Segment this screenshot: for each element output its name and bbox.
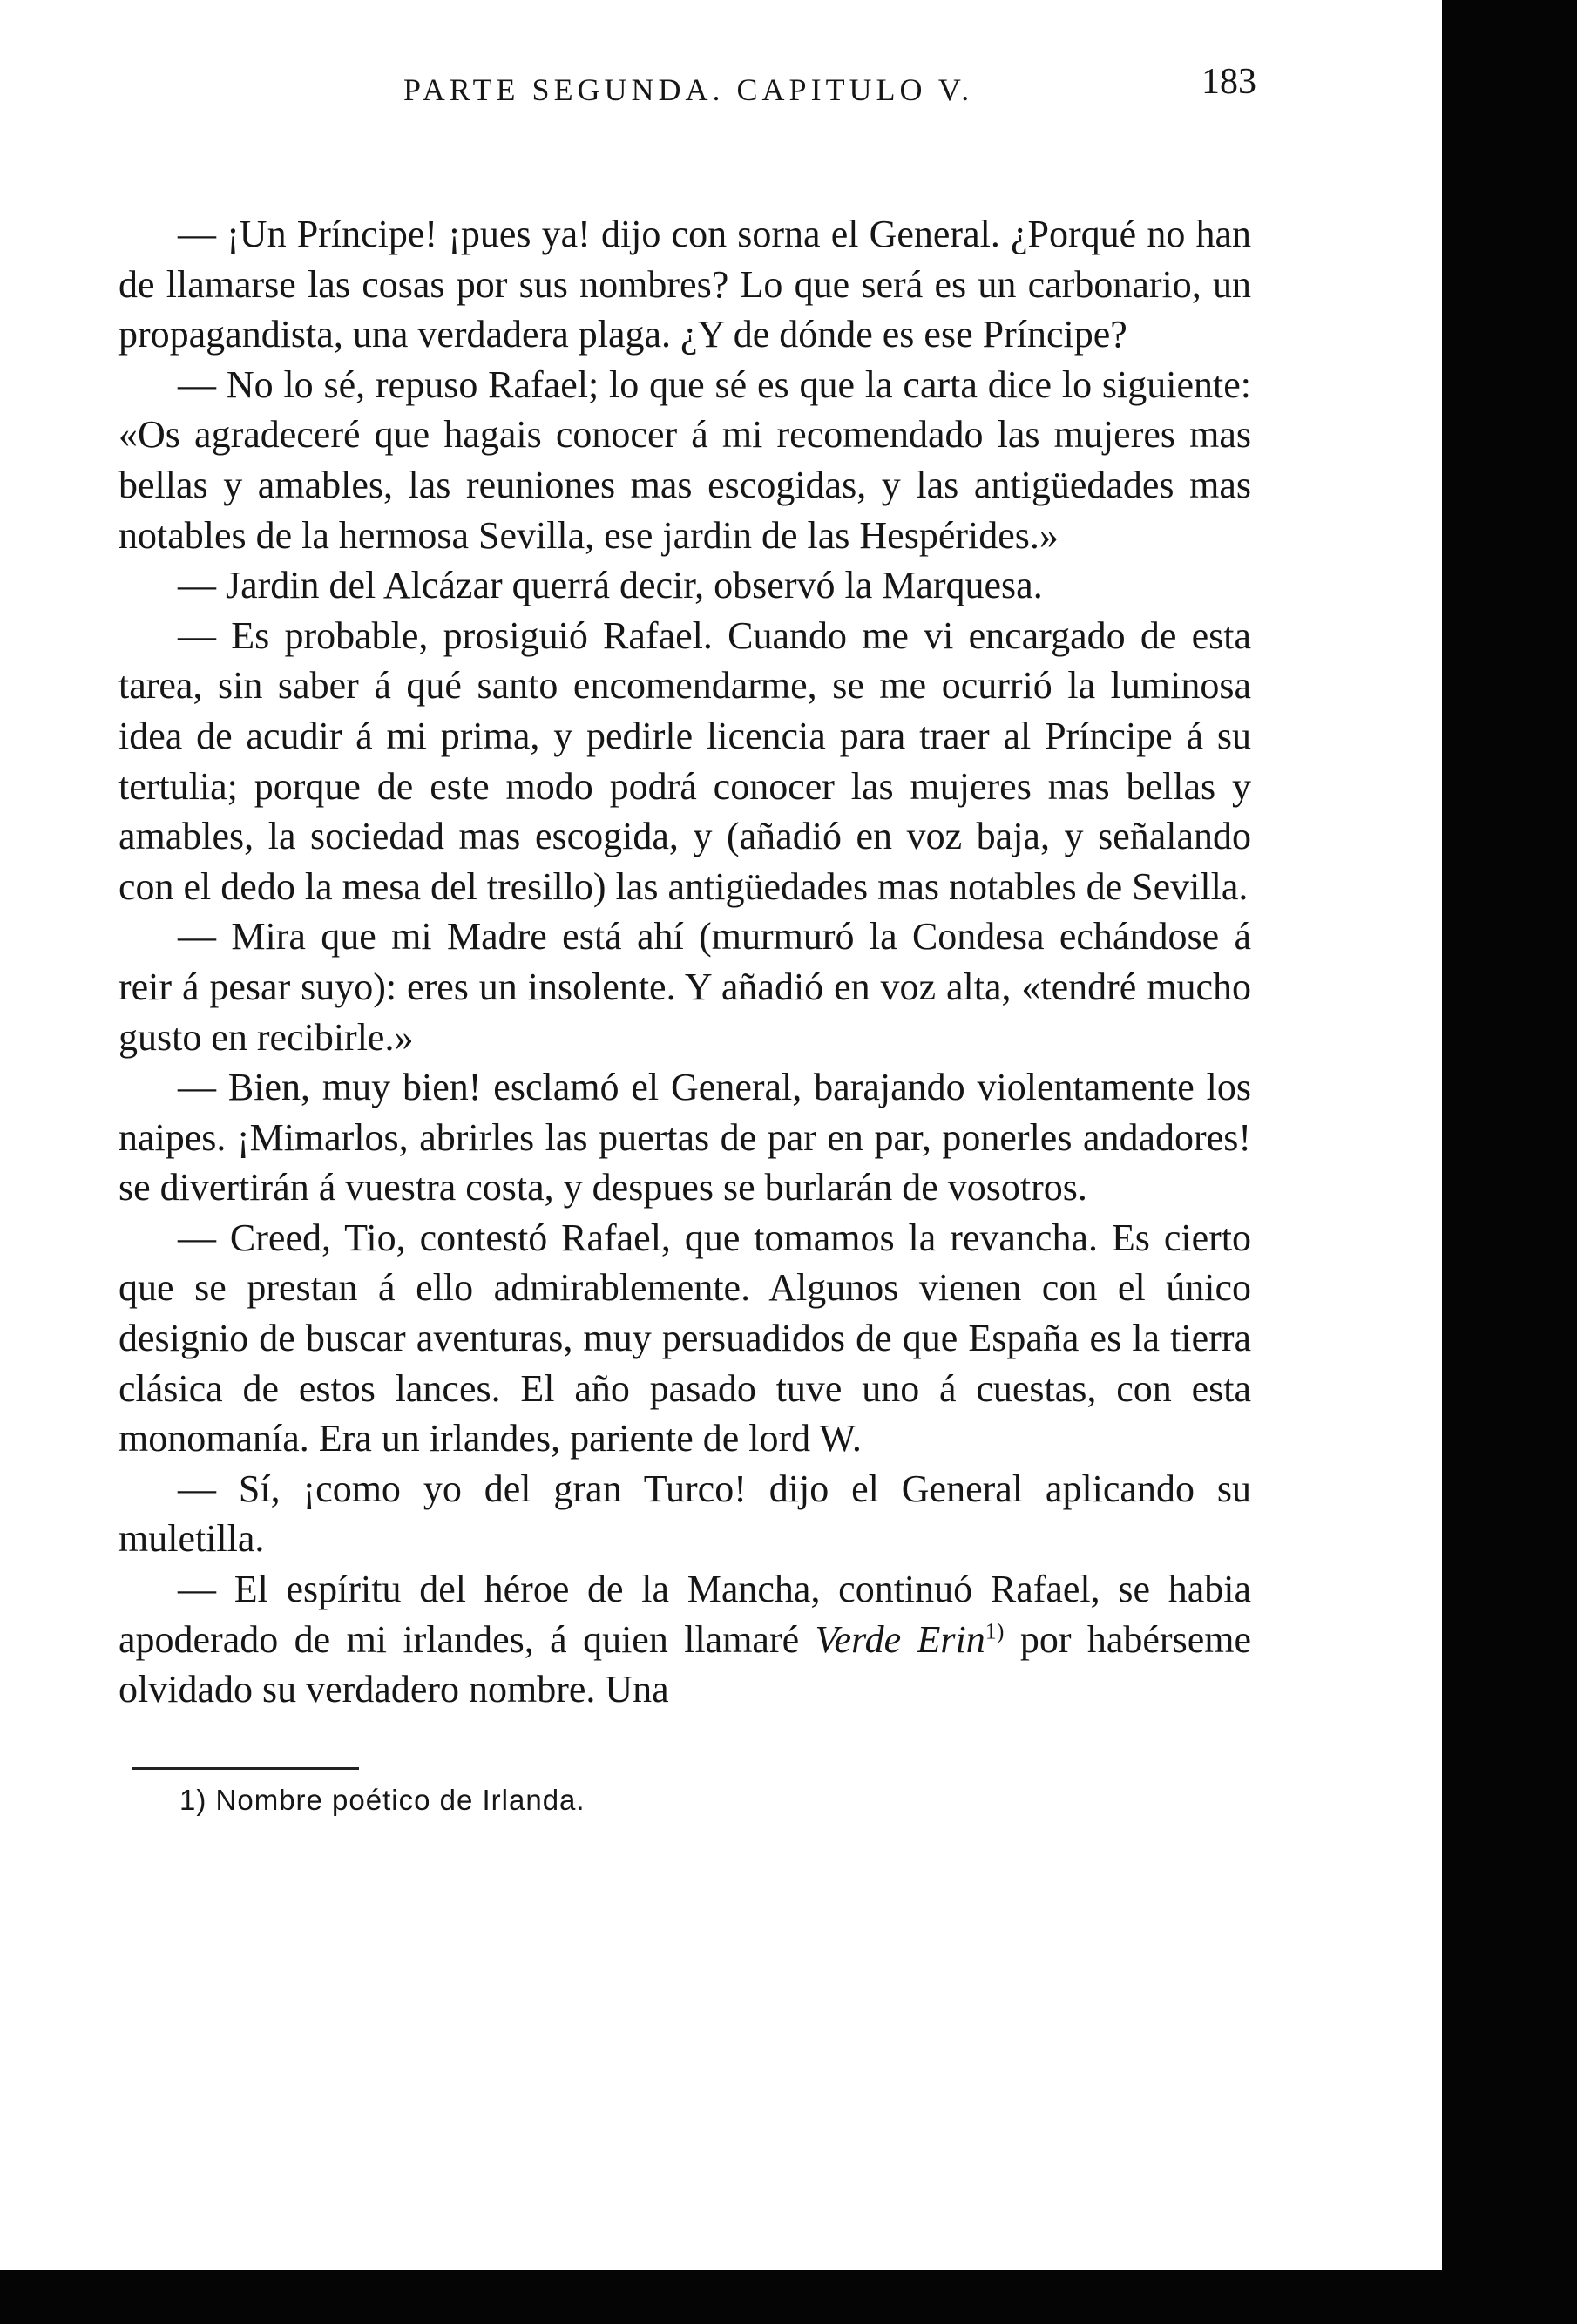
paragraph: — No lo sé, repuso Rafael; lo que sé es que la carta dice lo siguiente: «Os agradeceré que hagais conocer á mi recomendado las mujeres mas bellas y amables, las reuniones mas escogidas, y las antigüedades mas notables de la hermosa Sevilla, ese jardin de las Hespérides.» (118, 362, 1251, 557)
footnote (179, 1784, 1251, 1817)
page-number: 183 (1201, 62, 1256, 102)
footnote-rule (132, 1767, 359, 1770)
running-head (118, 52, 1256, 122)
footnote-reference: 1) (985, 1617, 1005, 1643)
book-page (118, 52, 1256, 1817)
paragraph: — Mira que mi Madre está ahí (murmuró la Condesa echándose á reir á pesar suyo): eres un insolente. Y añadió en voz alta, «tendré mucho gusto en recibirle.» (118, 915, 1251, 1059)
scan-edge-bottom (0, 2270, 1577, 2324)
paragraph-text-before: — El espíritu del héroe de la Mancha, continuó Rafael, se habia apoderado de mi irlandes, á quien llamaré (118, 1568, 1251, 1661)
footnote-text: Nombre poético de Irlanda. (215, 1783, 585, 1816)
paragraph: — Es probable, prosiguió Rafael. Cuando me vi encargado de esta tarea, sin saber á qué santo encomendarme, se me ocurrió la luminosa idea de acudir á mi prima, y pedirle licencia para traer al Príncipe á su tertulia; porque de este modo podrá conocer las mujeres mas bellas y amables, la sociedad mas escogida, y (añadió en voz baja, y señalando con el dedo la mesa del tresillo) las antigüedades mas notables de Sevilla. (118, 613, 1251, 908)
running-title: PARTE SEGUNDA. CAPITULO V. (403, 72, 974, 107)
paragraph: — Bien, muy bien! esclamó el General, barajando violentamente los naipes. ¡Mimarlos, abrirles las puertas de par en par, ponerles andadores! se divertirán á vuestra costa, y despues se burlarán de vosotros. (118, 1066, 1251, 1209)
paragraph-text-after: por habérseme olvidado su verdadero nombre. Una (118, 1617, 1251, 1711)
paragraph-last (118, 1564, 1251, 1715)
paragraph: — Sí, ¡como yo del gran Turco! dijo el General aplicando su muletilla. (118, 1467, 1251, 1561)
italic-term: Verde Erin (815, 1617, 985, 1661)
paragraph: — Jardin del Alcázar querrá decir, observó la Marquesa. (178, 564, 1043, 607)
paragraph: — ¡Un Príncipe! ¡pues ya! dijo con sorna el General. ¿Porqué no han de llamarse las cosas por sus nombres? Lo que será es un carbonario, un propagandista, una verdadera plaga. ¿Y de dónde es ese Príncipe? (118, 213, 1251, 356)
paragraph: — Creed, Tio, contestó Rafael, que tomamos la revancha. Es cierto que se prestan á ello admirablemente. Algunos vienen con el único designio de buscar aventuras, muy persuadidos de que España es la tierra clásica de estos lances. El año pasado tuve uno á cuestas, con esta monomanía. Era un irlandes, pariente de lord W. (118, 1216, 1251, 1460)
body-text (118, 209, 1251, 1715)
scan-edge-right (1442, 0, 1577, 2324)
footnote-marker: 1) (179, 1783, 207, 1816)
